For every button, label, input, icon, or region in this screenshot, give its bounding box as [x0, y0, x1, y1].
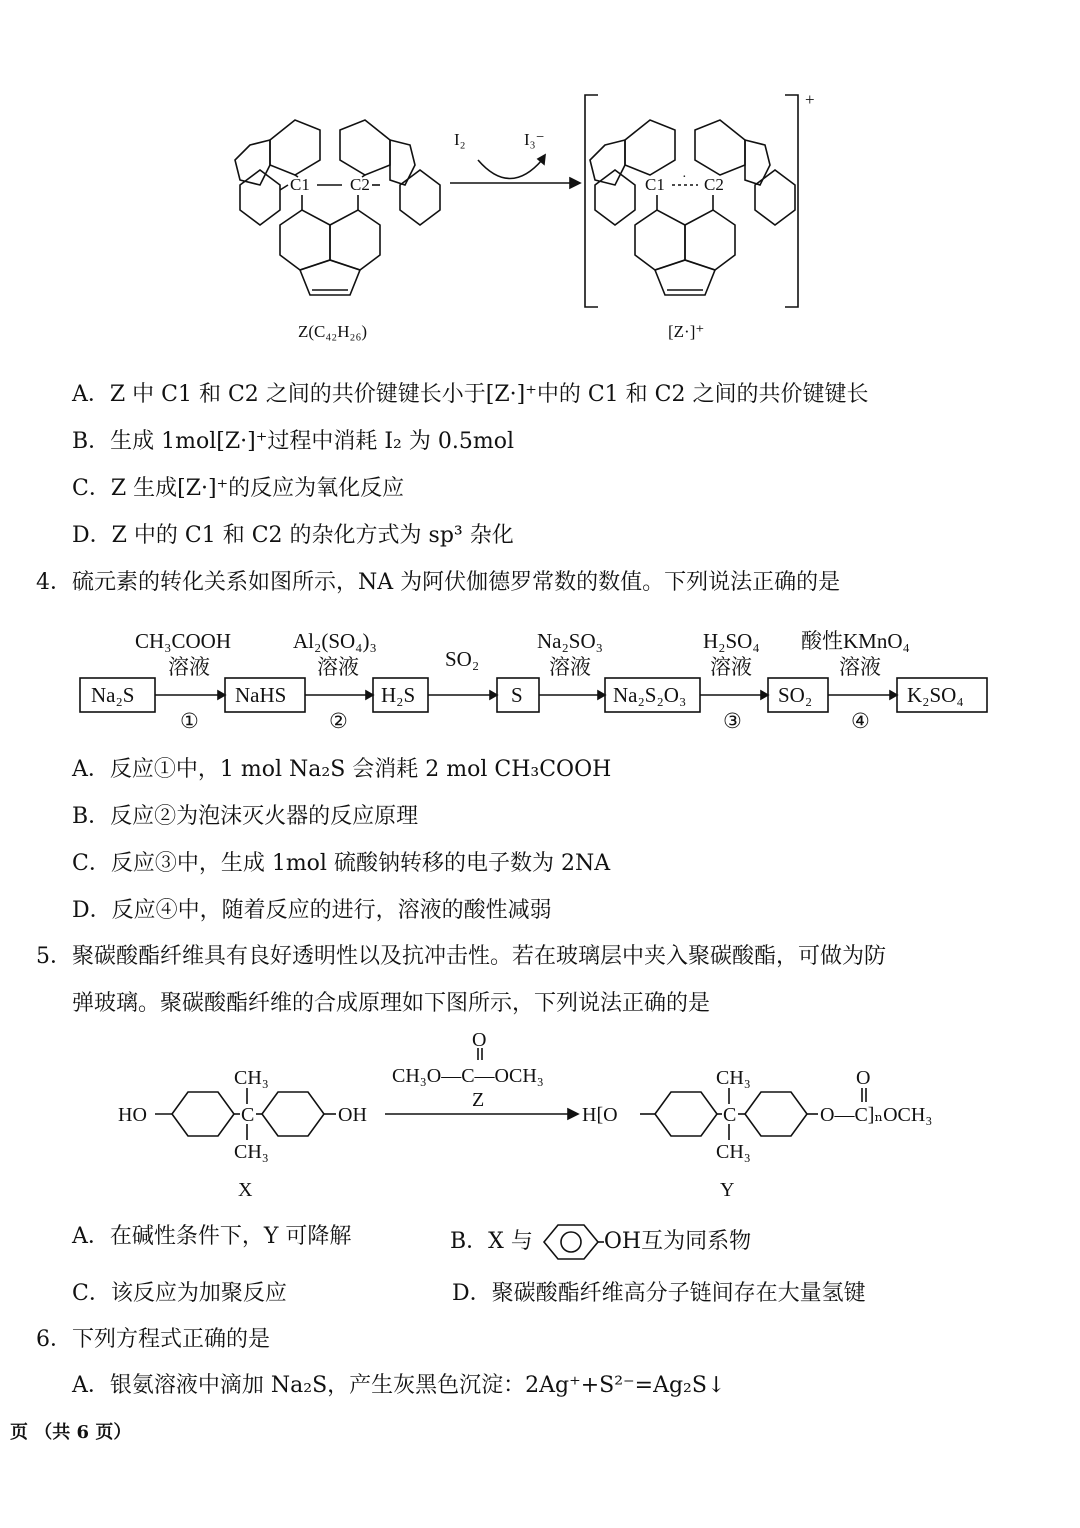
z-caption: Z(C₄₂H₂₆) [298, 322, 368, 341]
q5-stem-line1: 5．聚碳酸酯纤维具有良好透明性以及抗冲击性。若在玻璃层中夹入聚碳酸酯，可做为防 [36, 944, 886, 969]
product-caption: [Z·]⁺ [668, 322, 705, 341]
arrow5-number: ③ [723, 709, 742, 733]
arrow1-number: ① [180, 709, 199, 733]
arrow1-solution: 溶液 [168, 655, 210, 679]
q6-stem: 6．下列方程式正确的是 [36, 1327, 270, 1352]
q5-option-b [450, 1222, 751, 1262]
q5-option-b-prefix: B．X 与 [450, 1229, 533, 1254]
q4-option-a: A．反应①中，1 mol Na₂S 会消耗 2 mol CH₃COOH [72, 757, 612, 782]
arrow3-reagent: SO₂ [445, 647, 480, 671]
box-so2: SO₂ [778, 683, 813, 707]
q5-option-a: A．在碱性条件下，Y 可降解 [72, 1224, 352, 1249]
q6-option-a: A．银氨溶液中滴加 Na₂S，产生灰黑色沉淀：2Ag⁺+S²⁻=Ag₂S↓ [72, 1373, 726, 1398]
arrow4-solution: 溶液 [549, 655, 591, 679]
y-methyl-top: CH₃ [716, 1067, 751, 1089]
arrow4-reagent: Na₂SO₃ [537, 629, 603, 653]
q5-option-b-suffix: 互为同系物 [641, 1229, 752, 1254]
q3-option-b: B．生成 1mol[Z·]⁺过程中消耗 I₂ 为 0.5mol [72, 429, 514, 454]
x-methyl-bottom: CH₃ [234, 1141, 269, 1163]
arrow1-reagent: CH₃COOH [135, 629, 231, 653]
box-nahs: NaHS [235, 683, 287, 707]
page-footer: 页 （共 6 页） [10, 1422, 132, 1443]
box-s: S [511, 683, 523, 707]
svg-text:·: · [682, 170, 687, 185]
reagent-label-z: Z [472, 1089, 485, 1111]
box-h2s: H₂S [381, 683, 416, 707]
arrow6-reagent: 酸性KMnO₄ [801, 629, 910, 653]
arrow2-solution: 溶液 [317, 655, 359, 679]
reagent-i3: I₃⁻ [524, 130, 545, 149]
z-atom-c2: C2 [350, 175, 370, 194]
y-label: Y [720, 1179, 735, 1201]
product-atom-c1: C1 [645, 175, 665, 194]
box-k2so4: K₂SO₄ [907, 683, 964, 707]
q4-option-c: C．反应③中，生成 1mol 硫酸钠转移的电子数为 2NA [72, 851, 611, 876]
product-atom-c2: C2 [704, 175, 724, 194]
x-right-hydroxyl: OH [338, 1104, 367, 1126]
x-central-carbon: C [241, 1104, 255, 1126]
y-right-end: O—C]ₙOCH₃ [820, 1104, 933, 1126]
y-central-carbon: C [723, 1104, 737, 1126]
y-left-end: H[O [582, 1104, 618, 1126]
reagent-i2: I₂ [454, 130, 466, 149]
y-methyl-bottom: CH₃ [716, 1141, 751, 1163]
q5-option-d: D．聚碳酸酯纤维高分子链间存在大量氢键 [452, 1281, 866, 1306]
box-na2s2o3: Na₂S₂O₃ [613, 683, 687, 707]
q5-option-b-oh: OH [603, 1229, 642, 1254]
box-na2s: Na₂S [91, 683, 135, 707]
q3-option-d: D．Z 中的 C1 和 C2 的杂化方式为 sp³ 杂化 [72, 523, 514, 548]
q4-sulfur-flow-diagram [75, 620, 995, 740]
q4-option-b: B．反应②为泡沫灭火器的反应原理 [72, 804, 419, 829]
q3-reaction-figure [220, 85, 840, 355]
q5-stem-line2: 弹玻璃。聚碳酸酯纤维的合成原理如下图所示，下列说法正确的是 [72, 991, 711, 1016]
z-atom-c1: C1 [290, 175, 310, 194]
q3-option-a: A．Z 中 C1 和 C2 之间的共价键键长小于[Z·]⁺中的 C1 和 C2 之间的共价键键长 [72, 382, 869, 407]
q5-polymer-synthesis-figure [110, 1030, 970, 1210]
arrow6-number: ④ [851, 709, 870, 733]
q5-option-c: C．该反应为加聚反应 [72, 1281, 287, 1306]
q4-stem: 4．硫元素的转化关系如图所示，NA 为阿伏伽德罗常数的数值。下列说法正确的是 [36, 570, 841, 595]
x-left-hydroxyl: HO [118, 1104, 147, 1126]
x-methyl-top: CH₃ [234, 1067, 269, 1089]
arrow2-reagent: Al₂(SO₄)₃ [293, 629, 377, 653]
arrow5-solution: 溶液 [710, 655, 752, 679]
arrow2-number: ② [329, 709, 348, 733]
arrow5-reagent: H₂SO₄ [703, 629, 760, 653]
q4-option-d: D．反应④中，随着反应的进行，溶液的酸性减弱 [72, 898, 552, 923]
product-charge: + [805, 90, 815, 109]
phenol-ring-icon [540, 1222, 604, 1262]
reagent-carbonyl-o: O [472, 1030, 487, 1051]
arrow6-solution: 溶液 [839, 655, 881, 679]
x-label: X [238, 1179, 253, 1201]
y-carbonyl-o: O [856, 1067, 871, 1089]
q3-option-c: C．Z 生成[Z·]⁺的反应为氧化反应 [72, 476, 405, 501]
reagent-dimethyl-carbonate: CH₃O—C—OCH₃ [392, 1065, 544, 1087]
